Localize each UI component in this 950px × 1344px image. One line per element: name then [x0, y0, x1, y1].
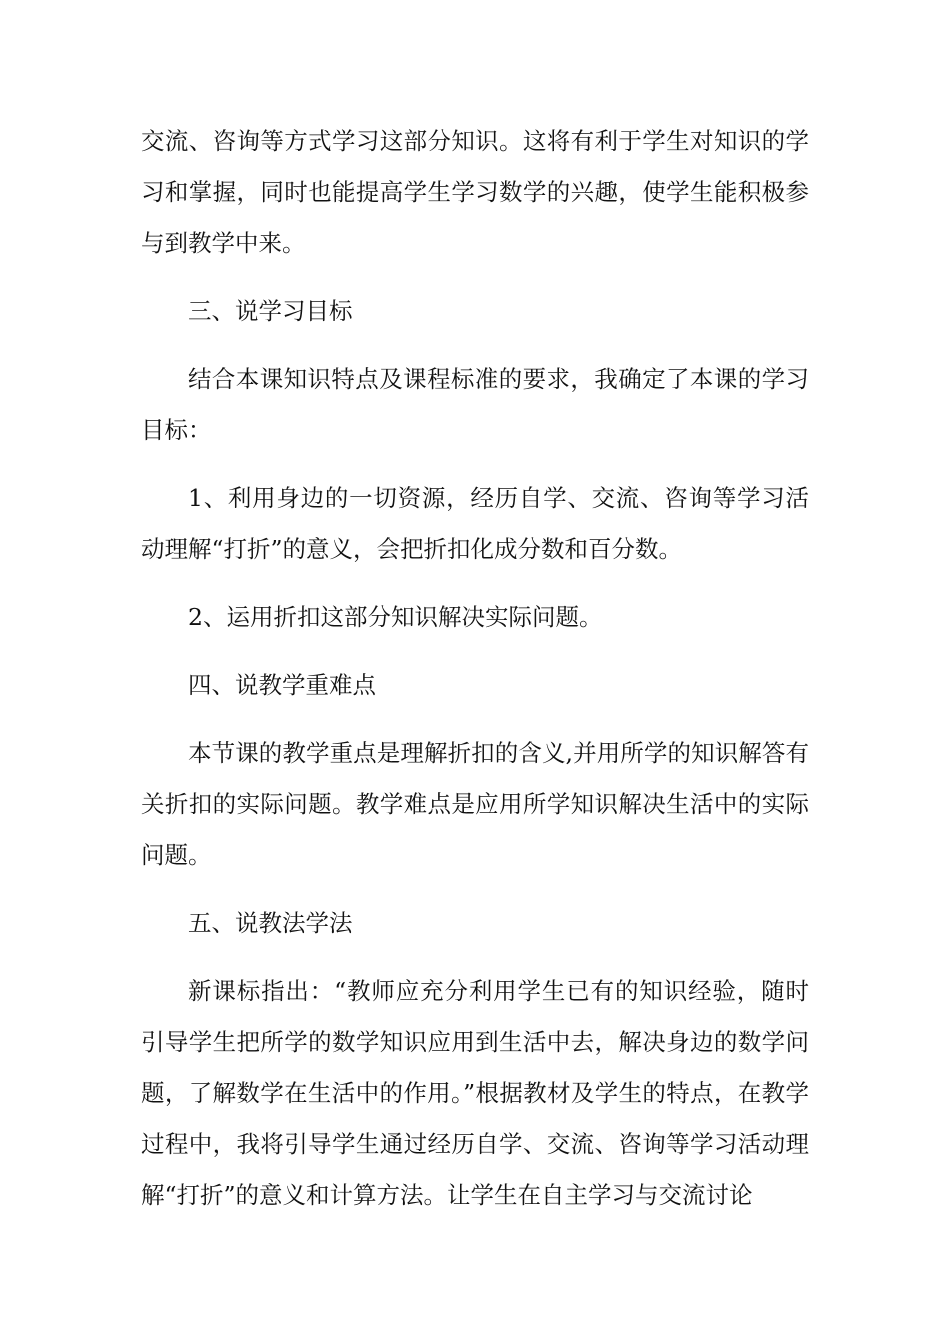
- paragraph-key-points: 本节课的教学重点是理解折扣的含义,并用所学的知识解答有关折扣的实际问题。教学难点是应用所学知识解决生活中的实际问题。: [141, 739, 809, 869]
- paragraph-goal-1: 1、利用身边的一切资源，经历自学、交流、咨询等学习活动理解“打折”的意义，会把折扣化成分数和百分数。: [141, 484, 809, 563]
- section-heading-learning-goals: 三、说学习目标: [188, 297, 353, 325]
- section-heading-key-difficulties: 四、说教学重难点: [188, 671, 376, 699]
- section-heading-methods: 五、说教法学法: [188, 909, 353, 937]
- paragraph-continuation: 交流、咨询等方式学习这部分知识。这将有利于学生对知识的学习和掌握，同时也能提高学生学习数学的兴趣，使学生能积极参与到教学中来。: [141, 127, 809, 257]
- paragraph-goals-intro: 结合本课知识特点及课程标准的要求，我确定了本课的学习目标：: [141, 365, 809, 444]
- paragraph-methods: 新课标指出：“教师应充分利用学生已有的知识经验，随时引导学生把所学的数学知识应用到生活中去，解决身边的数学问题，了解数学在生活中的作用。”根据教材及学生的特点，在教学过程中，我将引导学生通过经历自学、交流、咨询等学习活动理解“打折”的意义和计算方法。让学生在自主学习与交流讨论: [141, 977, 809, 1209]
- document-body: [141, 116, 809, 1238]
- paragraph-goal-2: 2、运用折扣这部分知识解决实际问题。: [188, 603, 603, 631]
